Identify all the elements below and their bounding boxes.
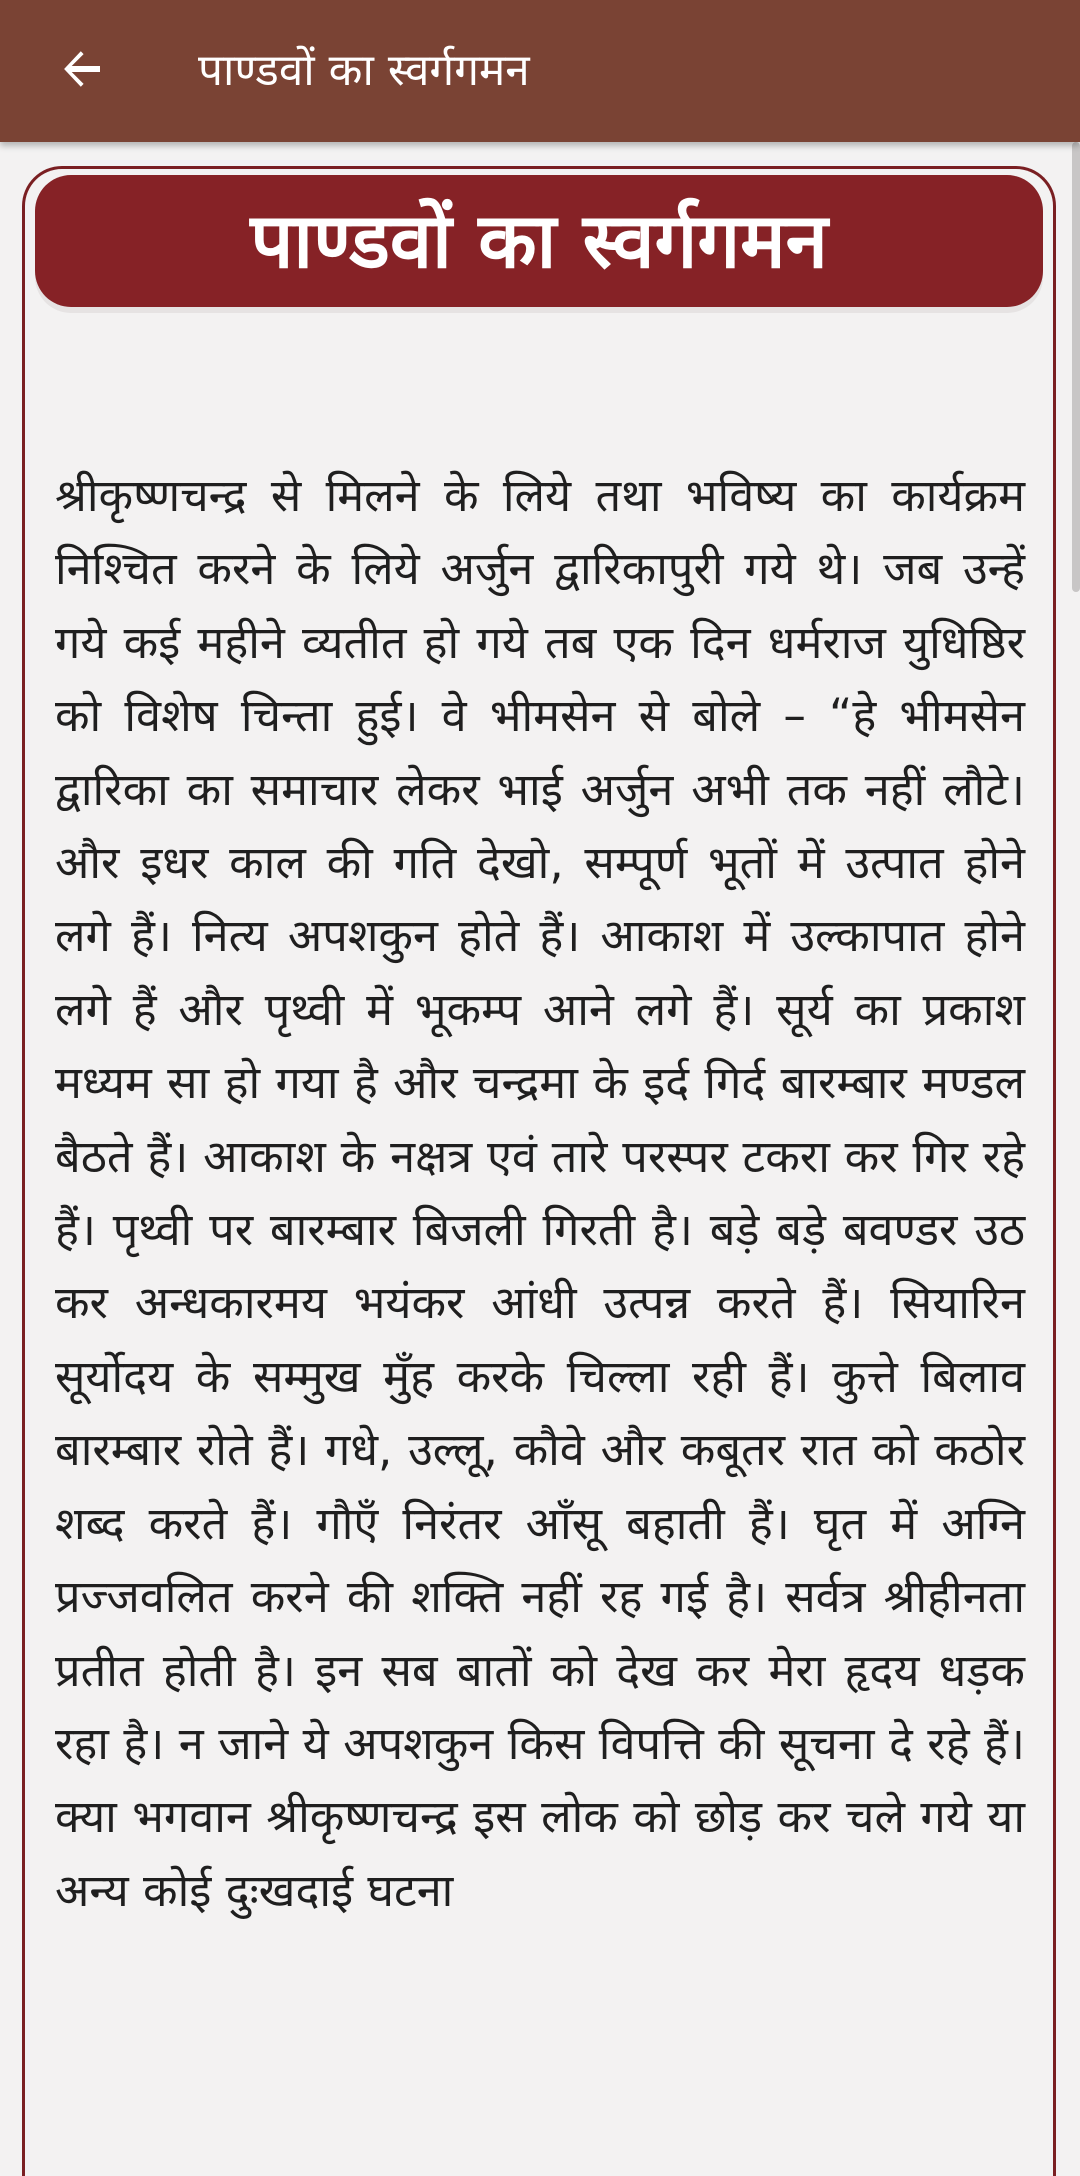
article-heading: पाण्डवों का स्वर्गगमन <box>250 196 828 285</box>
article-heading-banner <box>35 175 1043 307</box>
app-bar <box>0 0 1080 142</box>
arrow-left-icon <box>58 45 106 97</box>
app-bar-title: पाण्डवों का स्वर्गगमन <box>198 45 530 96</box>
article-card <box>22 166 1056 2176</box>
scrollbar[interactable] <box>1072 142 1080 592</box>
back-button[interactable] <box>44 33 120 109</box>
article-body-text: श्रीकृष्णचन्द्र से मिलने के लिये तथा भविष्य का कार्यक्रम निश्चित करने के लिये अर्जुन द्वारिकापुरी गये थे। जब उन्हें गये कई महीने व्यतीत हो गये तब एक दिन धर्मराज युधिष्ठिर को विशेष चिन्ता हुई। वे भीमसेन से बोले – “हे भीमसेन द्वारिका का समाचार लेकर भाई अर्जुन अभी तक नहीं लौटे। और इधर काल की गति देखो, सम्पूर्ण भूतों में उत्पात होने लगे हैं। नित्य अपशकुन होते हैं। आकाश में उल्कापात होने लगे हैं और पृथ्वी में भूकम्प आने लगे हैं। सूर्य का प्रकाश मध्यम सा हो गया है और चन्द्रमा के इर्द गिर्द बारम्बार मण्डल बैठते हैं। आकाश के नक्षत्र एवं तारे परस्पर टकरा कर गिर रहे हैं। पृथ्वी पर बारम्बार बिजली गिरती है। बड़े बड़े बवण्डर उठ कर अन्धकारमय भयंकर आंधी उत्पन्न करते हैं। सियारिन सूर्योदय के सम्मुख मुँह करके चिल्ला रही हैं। कुत्ते बिलाव बारम्बार रोते हैं। गधे, उल्लू, कौवे और कबूतर रात को कठोर शब्द करते हैं। गौएँ निरंतर आँसू बहाती हैं। घृत में अग्नि प्रज्जवलित करने की शक्ति नहीं रह गई है। सर्वत्र श्रीहीनता प्रतीत होती है। इन सब बातों को देख कर मेरा हृदय धड़क रहा है। न जाने ये अपशकुन किस विपत्ति की सूचना दे रहे हैं। क्या भगवान श्रीकृष्णचन्द्र इस लोक को छोड़ कर चले गये या अन्य कोई दुःखदाई घटना <box>55 469 1025 1917</box>
